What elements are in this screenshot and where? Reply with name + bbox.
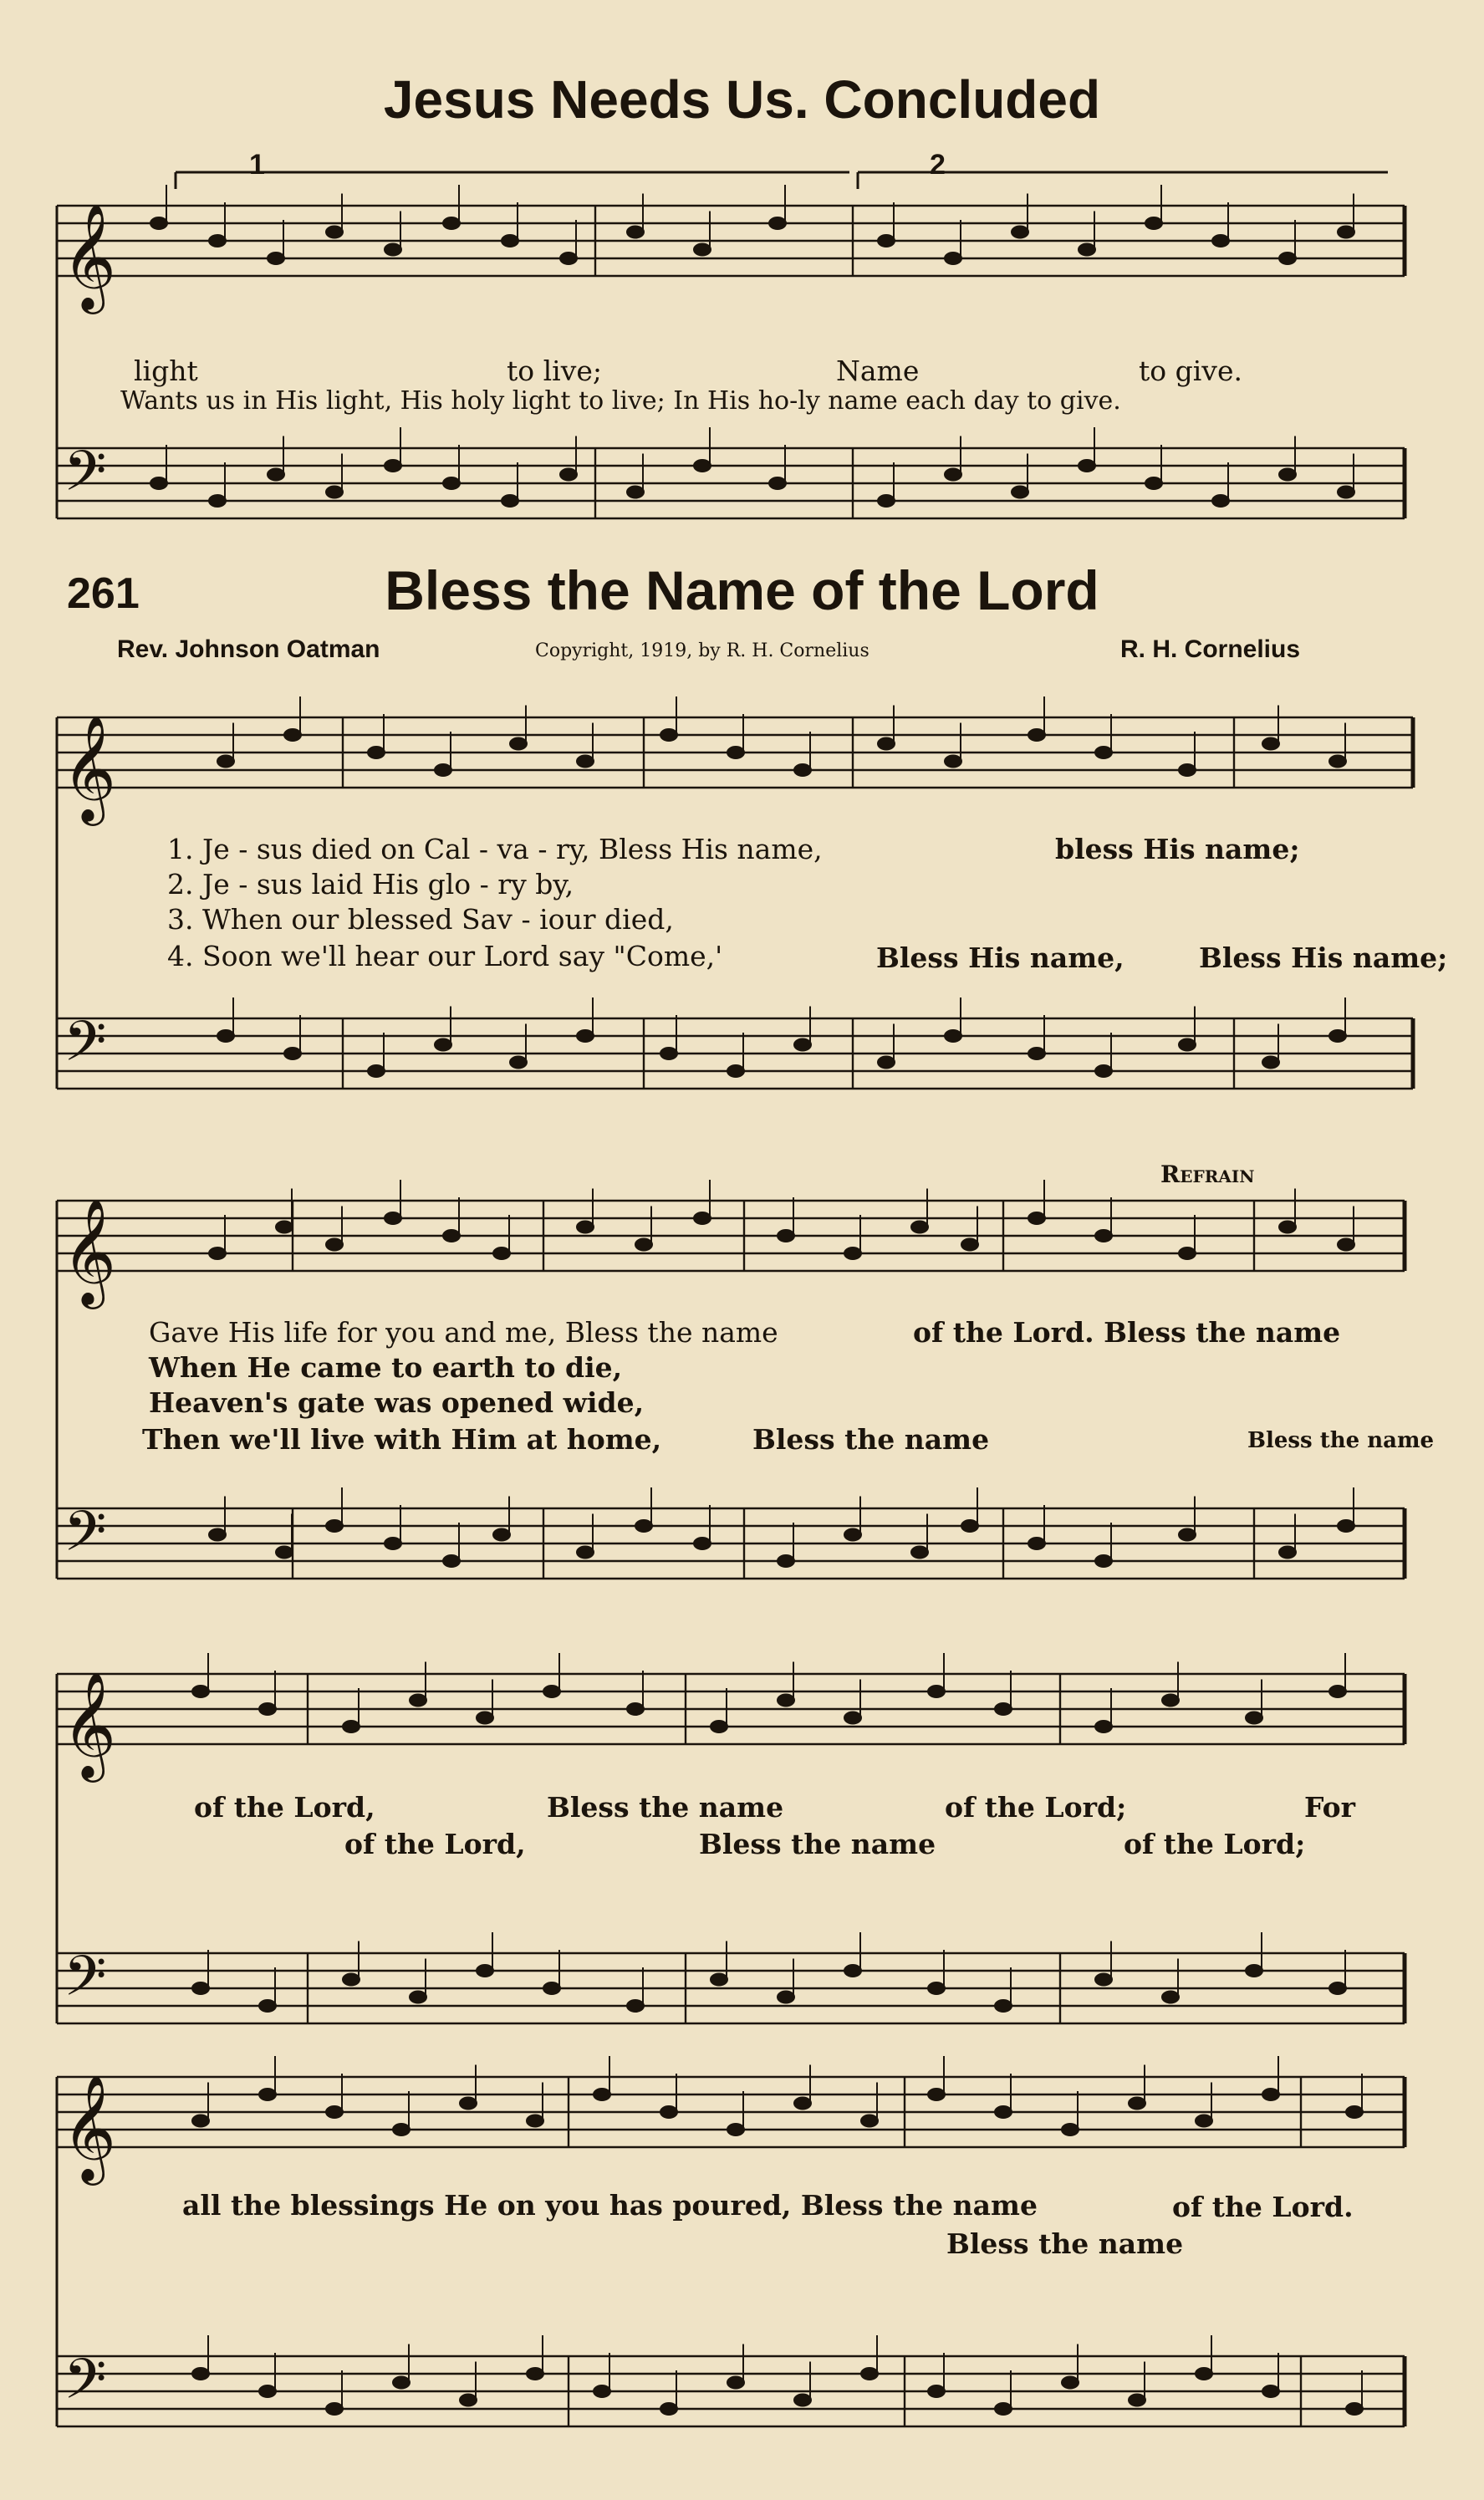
hymn-title: Bless the Name of the Lord xyxy=(385,559,1099,621)
verse-line-2-end: of the Lord. Bless the name xyxy=(913,1316,1341,1349)
svg-text:𝄢: 𝄢 xyxy=(64,1944,107,2022)
svg-text:𝄢: 𝄢 xyxy=(64,439,107,517)
bass-bless-the-name-2: Bless the name xyxy=(1247,1428,1435,1453)
bass-echo-1: Bless His name, xyxy=(876,941,1124,974)
bass-echo-2: Bless His name; xyxy=(1199,941,1448,974)
refrain-echo-of-the-lord: of the Lord, xyxy=(344,1828,526,1860)
second-ending-mark: 2 xyxy=(930,149,946,181)
refrain-1-of-the-lord: of the Lord, xyxy=(194,1791,375,1824)
refrain-echo-bless-the-name: Bless the name xyxy=(699,1828,936,1860)
refrain-label: Refrain xyxy=(1160,1161,1255,1188)
refrain-2-echo: Bless the name xyxy=(946,2227,1184,2260)
hymn-number: 261 xyxy=(67,569,140,618)
svg-text:𝄢: 𝄢 xyxy=(64,2347,107,2425)
verse-2-line-2: When He came to earth to die, xyxy=(149,1351,623,1384)
verse-3-line-2: Heaven's gate was opened wide, xyxy=(149,1386,645,1419)
verse-1-line-2: Gave His life for you and me, Bless the name xyxy=(149,1316,778,1349)
svg-text:𝄞: 𝄞 xyxy=(62,714,117,821)
refrain-echo-of-the-lord-2: of the Lord; xyxy=(1124,1828,1306,1860)
verse-1-line-1: 1. Je - sus died on Cal - va - ry, Bless His name, xyxy=(167,833,823,865)
hymn-author: Rev. Johnson Oatman xyxy=(117,635,380,663)
refrain-1-of-the-lord-2: of the Lord; xyxy=(945,1791,1127,1824)
refrain-2-end: of the Lord. xyxy=(1172,2191,1354,2223)
refrain-2-lyrics: all the blessings He on you has poured, Bless the name xyxy=(182,2189,1038,2222)
refrain-1-for: For xyxy=(1304,1791,1356,1824)
continued-lyrics-line: Wants us in His light, His holy light to live; In His ho-ly name each day to give. xyxy=(120,386,1121,416)
verse-3-line-1: 3. When our blessed Sav - iour died, xyxy=(167,903,674,936)
lyric-light: light xyxy=(134,355,198,387)
verse-4-line-2: Then we'll live with Him at home, xyxy=(142,1423,662,1456)
verse-2-line-1: 2. Je - sus laid His glo - ry by, xyxy=(167,868,574,901)
hymn-copyright: Copyright, 1919, by R. H. Cornelius xyxy=(535,640,869,661)
refrain-1-bless-the-name: Bless the name xyxy=(547,1791,784,1824)
svg-text:𝄞: 𝄞 xyxy=(62,1671,117,1778)
svg-text:𝄞: 𝄞 xyxy=(62,202,117,309)
verse-4-line-1: 4. Soon we'll hear our Lord say "Come,' xyxy=(167,940,723,972)
bass-bless-the-name-1: Bless the name xyxy=(752,1423,990,1456)
svg-text:𝄢: 𝄢 xyxy=(64,1009,107,1087)
svg-text:𝄞: 𝄞 xyxy=(62,2074,117,2181)
lyric-to-give: to give. xyxy=(1139,355,1242,387)
continued-hymn-title: Jesus Needs Us. Concluded xyxy=(383,69,1101,130)
verse-1-echo: bless His name; xyxy=(1055,833,1300,865)
lyric-to-live: to live; xyxy=(507,355,603,387)
hymn-composer: R. H. Cornelius xyxy=(1120,635,1301,663)
lyric-name: Name xyxy=(836,355,920,387)
first-ending-mark: 1 xyxy=(249,149,265,181)
svg-text:𝄞: 𝄞 xyxy=(62,1197,117,1304)
svg-text:𝄢: 𝄢 xyxy=(64,1499,107,1577)
